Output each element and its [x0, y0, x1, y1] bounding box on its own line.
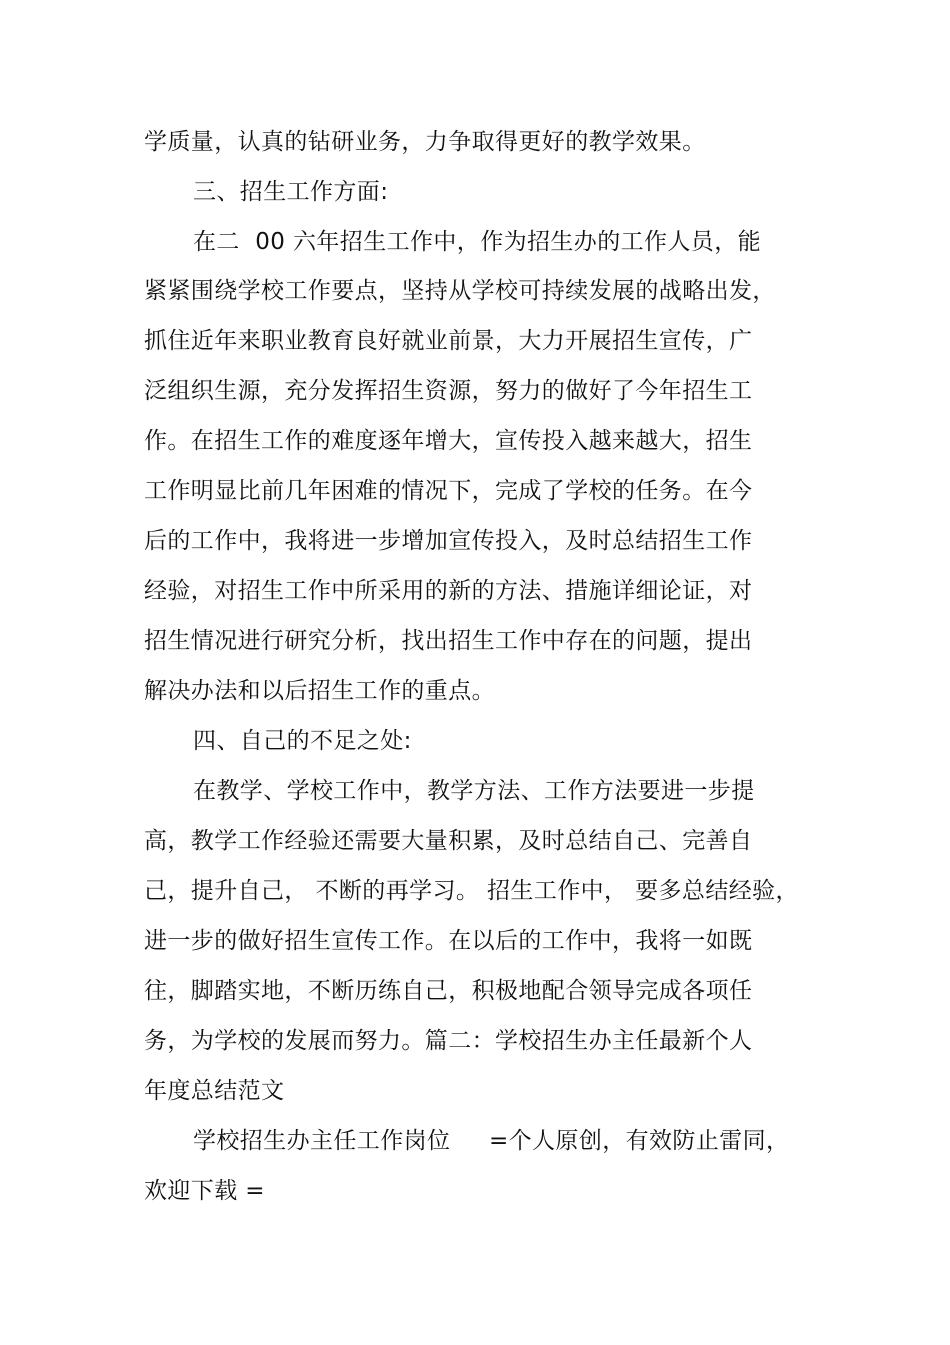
text-line: 抓住近年来职业教育良好就业前景，大力开展招生宣传，广: [144, 328, 753, 354]
text-line: 作。在招生工作的难度逐年增大，宣传投入越来越大，招生: [144, 428, 753, 454]
text-line: 学质量，认真的钻研业务，力争取得更好的教学效果。: [144, 129, 706, 155]
text-line: 进一步的做好招生宣传工作。在以后的工作中，我将一如既: [144, 928, 753, 954]
text-line: 往，脚踏实地，不断历练自己，积极地配合领导完成各项任: [144, 978, 753, 1004]
text-line: 在教学、学校工作中，教学方法、工作方法要进一步提: [193, 778, 755, 804]
text-line: 解决办法和以后招生工作的重点。: [144, 678, 495, 704]
section-heading: 四、自己的不足之处:: [193, 728, 412, 754]
text-line: 紧紧围绕学校工作要点，坚持从学校可持续发展的战略出发，: [144, 278, 776, 304]
text-line: 学校招生办主任工作岗位 =个人原创，有效防止雷同，: [193, 1128, 790, 1154]
text-line: 泛组织生源，充分发挥招生资源，努力的做好了今年招生工: [144, 378, 753, 404]
text-line: 后的工作中，我将进一步增加宣传投入，及时总结招生工作: [144, 528, 753, 554]
text-line: 欢迎下载 =: [144, 1178, 265, 1204]
text-line: 年度总结范文: [144, 1078, 285, 1104]
text-line: 工作明显比前几年困难的情况下，完成了学校的任务。在今: [144, 478, 753, 504]
text-line: 招生情况进行研究分析，找出招生工作中存在的问题，提出: [144, 628, 753, 654]
text-line: 己，提升自己， 不断的再学习。 招生工作中， 要多总结经验，: [144, 878, 799, 904]
section-heading: 三、招生工作方面:: [193, 179, 389, 205]
text-line: 高，教学工作经验还需要大量积累，及时总结自己、完善自: [144, 828, 753, 854]
text-line: 务，为学校的发展而努力。篇二：学校招生办主任最新个人: [144, 1028, 753, 1054]
text-line: 在二 00 六年招生工作中，作为招生办的工作人员，能: [193, 229, 761, 255]
text-line: 经验，对招生工作中所采用的新的方法、措施详细论证，对: [144, 578, 753, 604]
